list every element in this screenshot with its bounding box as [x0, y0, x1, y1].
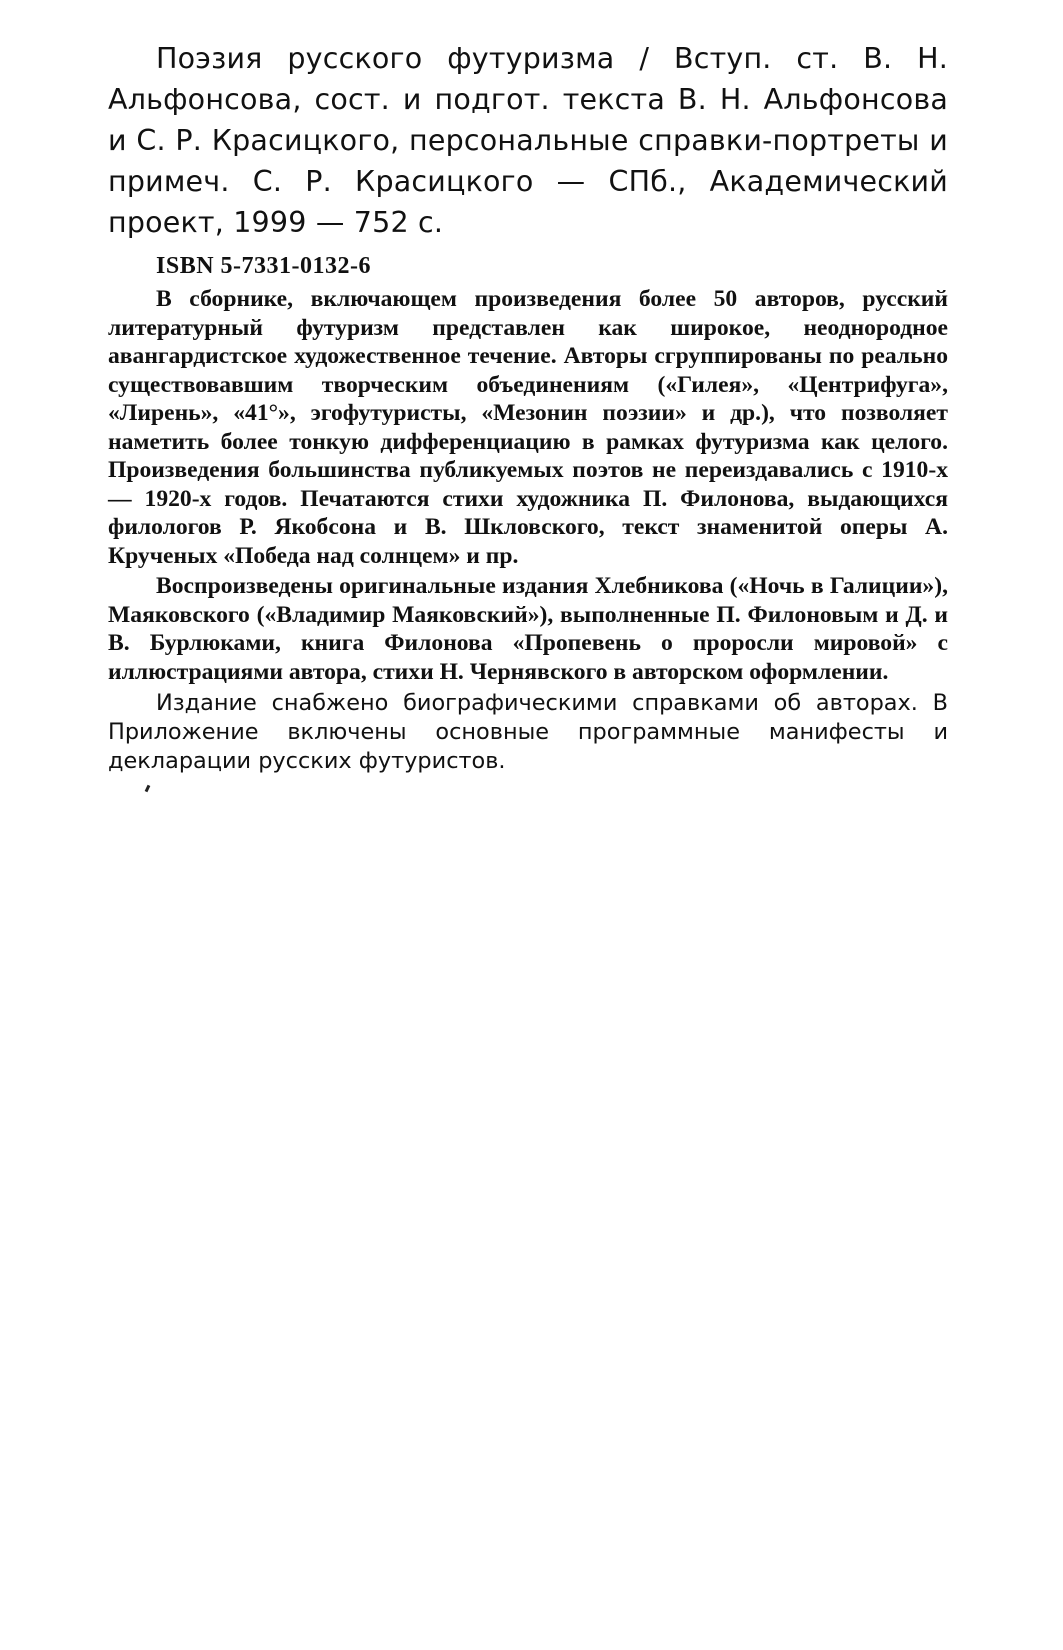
book-annotation-page: [108, 38, 948, 776]
annotation-paragraph-2: Воспроизведены оригинальные издания Хлебникова («Ночь в Галиции»), Маяковского («Владимир Маяковский»), выполненные П. Филоновым и Д. и В. Бурлюками, книга Филонова «Пропевень о проросли мировой» с иллюстрациями автора, стихи Н. Чернявского в авторском оформлении.: [108, 573, 948, 685]
annotation-paragraph-3: Издание снабжено биографическими справками об авторах. В Приложение включены основные программные манифесты и декларации русских футуристов.: [108, 690, 948, 774]
isbn-number: ISBN 5-7331-0132-6: [156, 253, 372, 279]
annotation-paragraph-1: В сборнике, включающем произведения более 50 авторов, русский литературный футуризм представлен как широкое, неоднородное авангардистское художественное течение. Авторы сгруппированы по реально существовавшим творческим объединениям («Гилея», «Центрифуга», «Лирень», «41°», эгофутуристы, «Мезонин поэзии» и др.), что позволяет наметить более тонкую дифференциацию в рамках футуризма как целого. Произведения большинства публикуемых поэтов не переиздавались с 1910-х — 1920-х годов. Печатаются стихи художника П. Филонова, выдающихся филологов Р. Якобсона и В. Шкловского, текст знаменитой оперы А. Крученых «Победа над солнцем» и пр.: [108, 286, 948, 569]
print-speck: [145, 785, 151, 793]
bibliographic-citation: Поэзия русского футуризма / Вступ. ст. В. Н. Альфонсова, сост. и подгот. текста В. Н. Альфонсова и С. Р. Красицкого, персональные справки-портреты и примеч. С. Р. Красицкого — СПб., Академический проект, 1999 — 752 с.: [108, 42, 948, 239]
